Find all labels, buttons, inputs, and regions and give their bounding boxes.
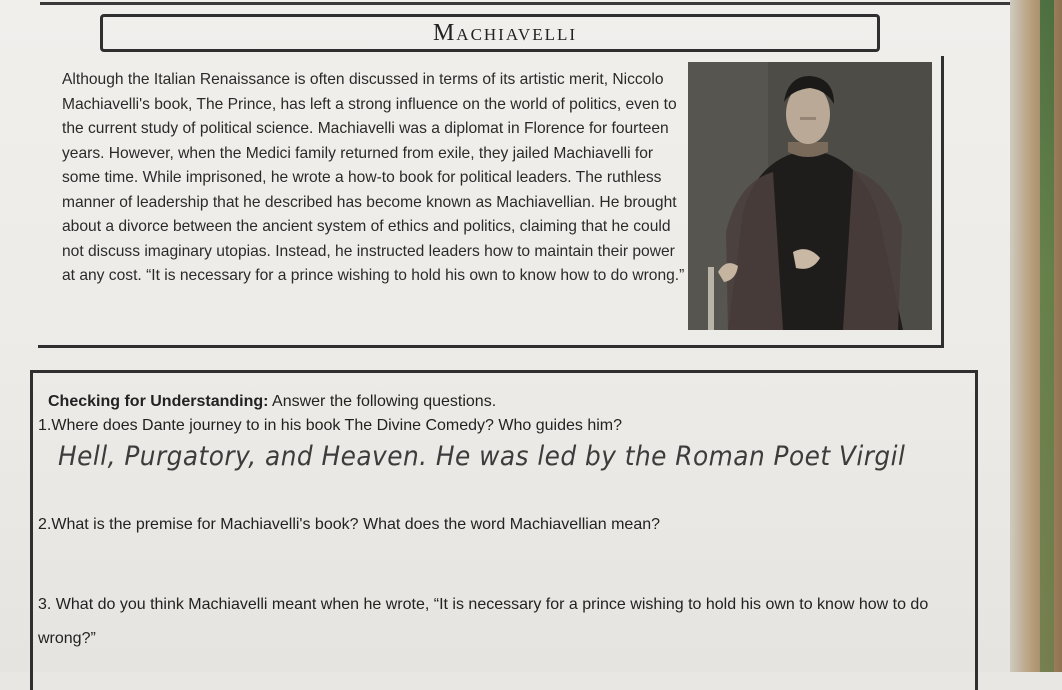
questions-heading-instruction: Answer the following questions. <box>268 393 497 410</box>
question-3: 3. What do you think Machiavelli meant when he wrote, “It is necessary for a prince wishing to hold his own to know how to do wrong?” <box>38 596 929 647</box>
reading-paragraph: Although the Italian Renaissance is often discussed in terms of its artistic merit, Niccolo Machiavelli's book, The Prince, has left a strong influence on the world of politics, even to the current study of political science. Machiavelli was a diplomat in Florence for fourteen years. However, when the Medici family returned from exile, they jailed Machiavelli for some time. While imprisoned, he wrote a how-to book for political leaders. The ruthless manner of leadership that he described has become known as Machiavellian. He brought about a divorce between the ancient system of ethics and politics, claiming that he could not discuss imaginary utopias. Instead, he instructed leaders how to maintain their power at any cost. “It is necessary for a prince wishing to hold his own to know how to do wrong.” <box>62 71 685 284</box>
questions-heading-bold: Checking for Understanding: <box>48 393 269 410</box>
questions-heading <box>48 393 496 411</box>
title-box <box>100 14 880 52</box>
page-title: Machiavelli <box>432 19 578 46</box>
question-2: 2.What is the premise for Machiavelli's book? What does the word Machiavellian mean? <box>38 516 661 533</box>
portrait-image <box>688 62 932 330</box>
machiavelli-portrait <box>688 62 932 330</box>
handwritten-answer-1[interactable]: Hell, Purgatory, and Heaven. He was led by the Roman Poet Virgil <box>58 441 906 472</box>
top-rule <box>40 2 1010 5</box>
desk-edge <box>1010 0 1062 672</box>
desk-object <box>1040 0 1054 672</box>
question-1: 1.Where does Dante journey to in his book The Divine Comedy? Who guides him? <box>38 417 623 434</box>
